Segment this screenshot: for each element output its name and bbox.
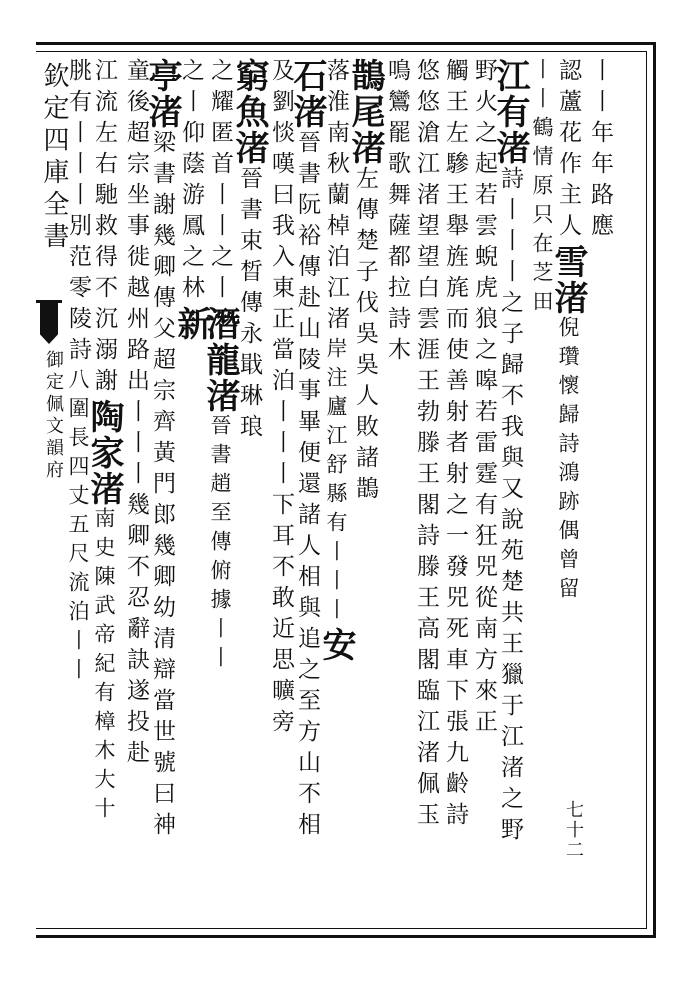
column-text: 認蘆花作主人 <box>555 58 581 244</box>
text-column <box>490 58 530 848</box>
column-text: 童後超宗坐事徙越州路出丨丨丨幾卿不忍辭訣遂投赴 <box>123 58 149 771</box>
text-column <box>200 58 240 675</box>
text-column <box>438 58 472 833</box>
entry-heading: 亭渚 <box>142 58 182 130</box>
column-text: 觸王左驂王舉旌旄而使善射者射之一發兕死車下張九齡詩 <box>442 58 468 833</box>
text-column <box>229 58 269 445</box>
text-column <box>467 58 501 740</box>
column-text: 梁書謝幾卿傳父超宗齊黃門郎幾卿幼清辯當世號曰神 <box>149 130 175 843</box>
column-text: 岸注廬江舒縣有丨丨丨 <box>324 337 348 627</box>
text-column <box>409 58 443 833</box>
text-column <box>264 58 298 740</box>
text-column <box>380 58 414 368</box>
entry-heading: 潛龍渚 <box>200 306 240 414</box>
column-text: 新 <box>171 306 211 342</box>
text-column <box>119 58 153 771</box>
entry-heading: 江有渚 <box>490 58 530 166</box>
text-column <box>287 58 327 843</box>
text-column <box>171 58 211 342</box>
text-column <box>142 58 182 843</box>
column-text: 朓有丨丨丨別范零陵詩 <box>65 58 91 368</box>
column-text: 晉書束晳傳永戢琳琅 <box>236 166 262 445</box>
column-text: 江流左右馳救得不沉溺謝 <box>91 58 117 399</box>
text-column <box>548 58 588 606</box>
column-text: 南史陳武帝紀有樟木大十 <box>92 507 116 826</box>
column-text: 丨丨年年路應 <box>587 58 613 244</box>
column-text: 八圍長四丈五尺流泊丨丨 <box>66 368 90 687</box>
column-text: 之耀匿首丨丨之丨 <box>207 58 233 306</box>
text-column <box>61 58 95 687</box>
entry-heading: 窮魚渚 <box>229 58 269 166</box>
column-text: 晉書趙至傳俯據丨丨 <box>208 414 232 675</box>
text-column <box>84 58 124 826</box>
column-text: 丨丨鶴情原只在芝田 <box>530 58 554 319</box>
entry-heading: 石渚 <box>287 58 327 130</box>
column-text: 悠悠滄江渚望望白雲涯王勃滕王閣詩滕王高閣臨江渚佩玉 <box>413 58 439 833</box>
column-text: 鳴鸞罷歌舞薩都拉詩木 <box>384 58 410 368</box>
entry-heading: 雪渚 <box>548 244 588 316</box>
column-text: 左傳楚子伐吳吳人敗諸鵲 <box>352 166 378 507</box>
column-text: 之丨仰蔭游鳳之林 <box>178 58 204 306</box>
text-column <box>316 58 356 663</box>
text-column <box>525 58 559 319</box>
column-text: 落淮南秋蘭棹泊江渚 <box>323 58 349 337</box>
column-text: 安 <box>316 627 356 663</box>
entry-heading: 鵲尾渚 <box>345 58 385 166</box>
margin-work-title: 御定佩文韻府 <box>43 350 64 482</box>
text-column <box>345 58 385 507</box>
column-text: 倪瓚懷歸詩鴻跡偶曾留 <box>556 316 580 606</box>
text-column <box>583 58 617 244</box>
margin-book-title: 欽定四庫全書 <box>39 62 69 254</box>
page-number: 七十二 <box>563 800 584 860</box>
column-text: 晉書阮裕傳赴山陵事畢便還諸人相與追之至方山不相 <box>294 130 320 843</box>
column-text: 詩丨丨丨之子歸不我與又說苑楚共王獵于江渚之野 <box>497 166 523 848</box>
column-text: 野火之起若雲蜺虎狼之嗥若雷霆有狂兕從南方來正 <box>471 58 497 740</box>
entry-heading: 陶家渚 <box>84 399 124 507</box>
column-text: 及劉惔嘆曰我入東正當泊丨丨丨下耳不敢近思曠旁 <box>268 58 294 740</box>
